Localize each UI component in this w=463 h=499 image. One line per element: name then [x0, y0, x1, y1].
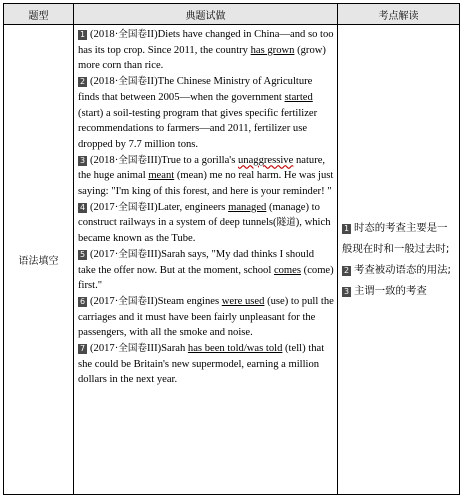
example-number-badge: 6	[79, 296, 86, 306]
example-text: (start) a soil-testing program that gives specific fertilizer recommendations to farmers—and 2011, fertilizer use dropped by 7.7 million tons.	[78, 107, 318, 150]
point-item	[342, 218, 455, 260]
cjk-text: 全国卷	[118, 76, 148, 88]
point-item	[342, 260, 455, 281]
example-text: II)The Chinese Ministry of Agriculture finds that between 2005—when the government	[78, 76, 313, 103]
point-text: 考查被动语态的用法;	[354, 263, 452, 276]
example-item	[78, 247, 334, 294]
example-text: (tell) that she could be Britain's new supermodel, earning a million dollars in the next year.	[78, 343, 325, 386]
header-points: 考点解读	[338, 4, 460, 25]
example-text: (2017·	[90, 343, 119, 355]
point-text: 时态的考查主要是一般现在时和一般过去时;	[342, 221, 450, 255]
header-examples: 典题试做	[74, 4, 338, 25]
spell-flagged-word: unaggressive	[238, 154, 294, 166]
header-type: 题型	[4, 4, 74, 25]
example-text: (use) to pull the carriages and it must have been fairly unpleasant for the passengers, with all the smoke and noise.	[78, 295, 334, 339]
example-item	[78, 74, 334, 153]
example-text: III)Sarah says, "My dad thinks I should take the offer now. But at the moment, school	[78, 248, 315, 276]
cjk-text: 全国卷	[118, 201, 148, 213]
answer-text: managed	[228, 201, 267, 213]
point-number-badge: 2	[343, 265, 350, 275]
example-number-badge: 3	[79, 155, 86, 165]
example-item	[78, 294, 334, 341]
example-number-badge: 1	[79, 30, 86, 39]
example-number-badge: 5	[79, 249, 86, 259]
example-text: (2017·	[90, 201, 119, 213]
example-text: (2018·	[90, 29, 119, 40]
example-text: (2017·	[90, 295, 119, 307]
example-text: (mean) me no real harm. He was just saying: "I'm king of this forest, and here is your reminder! "	[78, 170, 334, 198]
answer-text: were used	[221, 295, 265, 307]
content-row	[4, 25, 460, 495]
header-row	[4, 4, 460, 25]
example-text: II)Later, engineers	[147, 201, 229, 213]
example-text: II)Steam engines	[147, 295, 222, 307]
cjk-text: 全国卷	[118, 29, 148, 40]
example-text: (2017·	[90, 248, 119, 260]
example-text: II)Diets have changed in China—and so too has its top crop. Since 2011, the country	[78, 29, 334, 56]
example-number-badge: 2	[79, 77, 86, 87]
example-text: (grow) more corn than rice.	[78, 44, 326, 72]
cjk-text: 全国卷	[118, 295, 148, 307]
example-text: (2018·	[90, 154, 119, 166]
cjk-text: 全国卷	[118, 154, 148, 166]
examples-cell	[74, 25, 338, 495]
example-text: (2018·	[90, 76, 119, 88]
example-item	[78, 341, 334, 388]
example-text: (come) first."	[78, 264, 334, 292]
example-item	[78, 153, 334, 200]
cjk-text: 全国卷	[118, 343, 148, 355]
points-cell	[338, 25, 460, 495]
question-type: 语法填空	[4, 25, 74, 495]
point-number-badge: 3	[343, 286, 350, 296]
grammar-table	[3, 3, 460, 495]
cjk-text: 隧道	[276, 217, 296, 229]
example-text: III)Sarah	[147, 343, 188, 355]
example-text: nature, the huge animal	[78, 154, 326, 182]
example-number-badge: 4	[79, 202, 86, 212]
example-text: III)True to a gorilla's	[147, 154, 238, 166]
example-item	[78, 200, 334, 247]
answer-text: has grown	[250, 44, 295, 56]
example-text: ), which became known as the Tube.	[78, 217, 331, 245]
answer-text: meant	[148, 170, 175, 182]
answer-text: has been told/was told	[187, 343, 283, 355]
point-text: 主谓一致的考查	[354, 284, 427, 297]
answer-text: started	[284, 91, 313, 103]
example-text: (manage) to construct railways in a system of deep tunnels(	[78, 201, 320, 229]
example-number-badge: 7	[79, 344, 86, 354]
cjk-text: 全国卷	[118, 248, 148, 260]
point-item	[342, 281, 455, 302]
example-item	[78, 27, 334, 74]
point-number-badge: 1	[343, 223, 350, 233]
answer-text: comes	[273, 264, 302, 276]
